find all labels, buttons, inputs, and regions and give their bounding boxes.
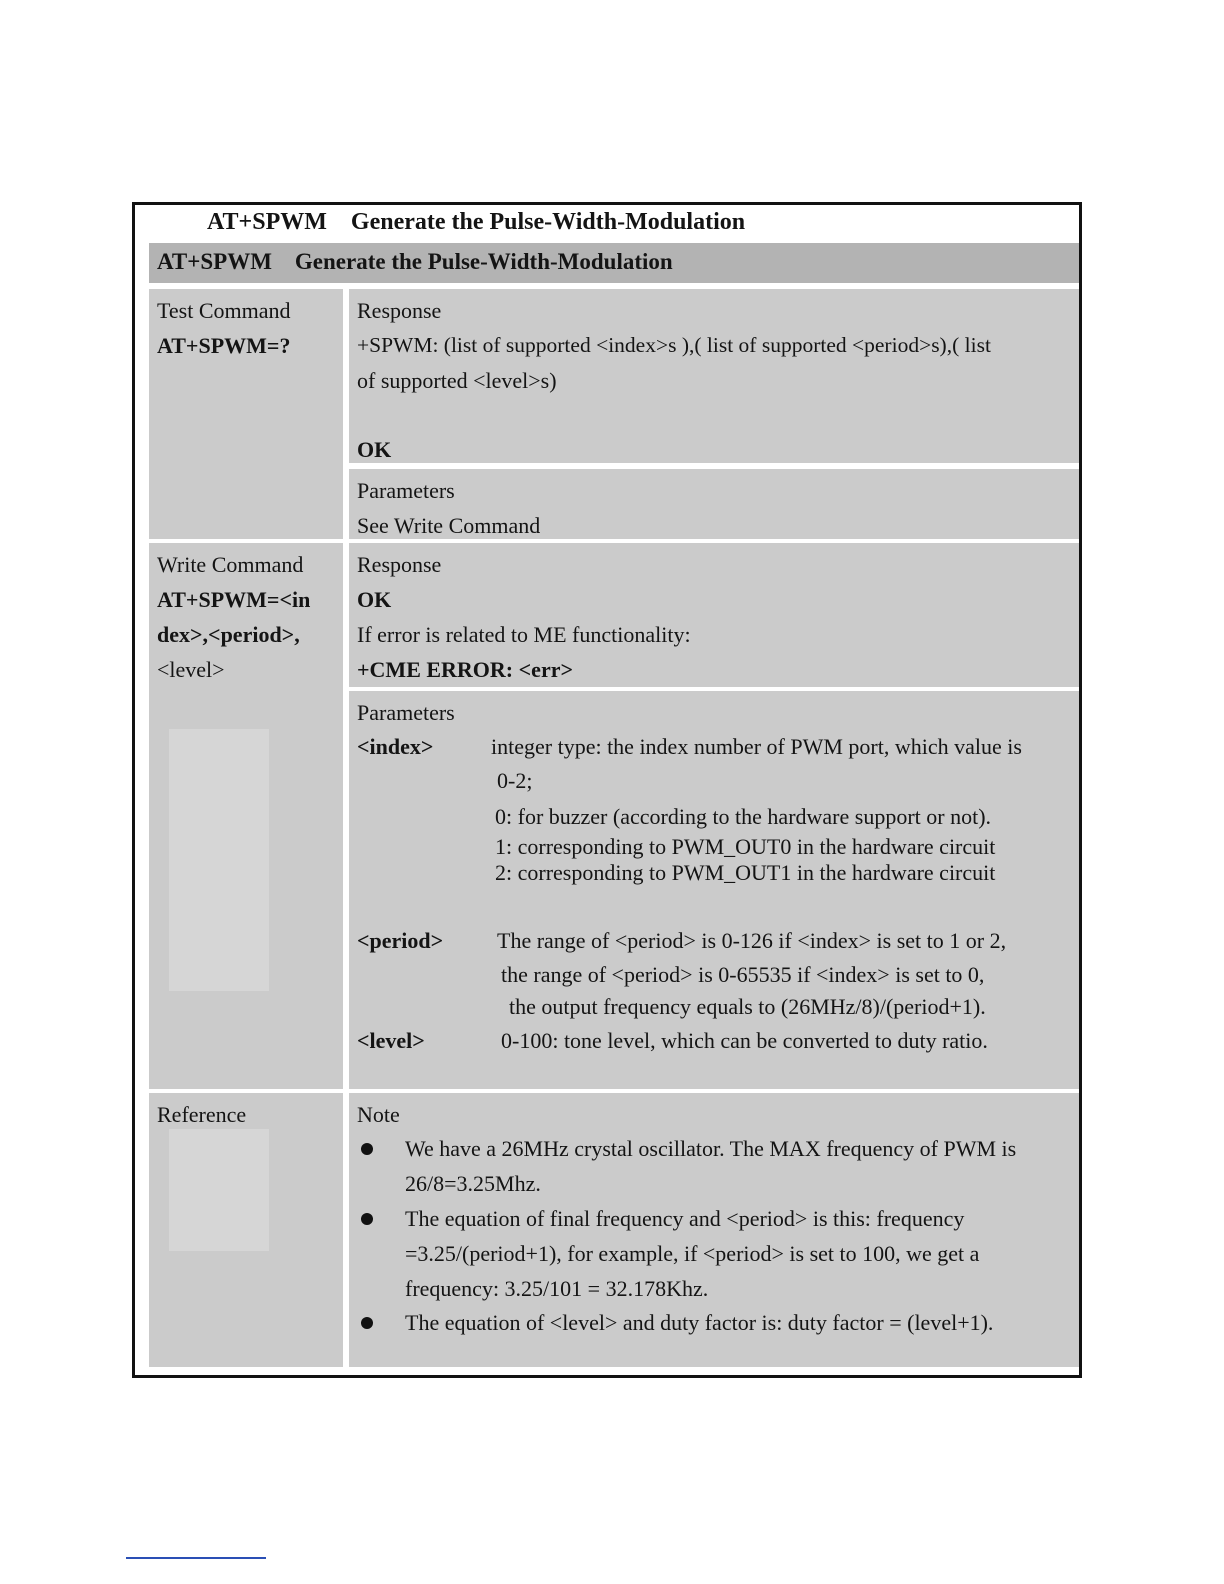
note-bullet-3-text: The equation of <level> and duty factor is: duty factor = (level+1). bbox=[405, 1310, 994, 1335]
write-error-intro: If error is related to ME functionality: bbox=[357, 622, 691, 647]
param-period-desc-1: The range of <period> is 0-126 if <index> is set to 1 or 2, bbox=[497, 928, 1007, 953]
write-response-ok: OK bbox=[357, 587, 392, 612]
param-index-desc-1: integer type: the index number of PWM port, which value is bbox=[491, 734, 1022, 759]
cell-shade-2 bbox=[169, 1129, 269, 1251]
reference-label-cell bbox=[149, 1093, 343, 1367]
note-bullet-1 bbox=[349, 1131, 1079, 1201]
reference-label: Reference bbox=[157, 1102, 247, 1127]
write-command-syntax-1: AT+SPWM=<in bbox=[157, 587, 311, 612]
param-index-desc-4: 1: corresponding to PWM_OUT0 in the hardware circuit bbox=[495, 834, 996, 859]
param-index-desc-5: 2: corresponding to PWM_OUT1 in the hardware circuit bbox=[495, 860, 996, 885]
cell-shade-1 bbox=[169, 729, 269, 991]
test-response-ok: OK bbox=[357, 437, 392, 462]
bullet-dot-icon bbox=[361, 1317, 373, 1329]
write-command-syntax-3: <level> bbox=[157, 657, 225, 682]
note-bullet-1-text: We have a 26MHz crystal oscillator. The MAX frequency of PWM is 26/8=3.25Mhz. bbox=[405, 1136, 1017, 1196]
param-level-desc: 0-100: tone level, which can be converted to duty ratio. bbox=[501, 1028, 988, 1053]
test-params-label: Parameters bbox=[357, 478, 455, 503]
footnote-separator bbox=[126, 1557, 266, 1559]
param-index-name: <index> bbox=[357, 734, 434, 759]
note-label: Note bbox=[357, 1102, 400, 1127]
test-params-cell bbox=[349, 469, 1079, 539]
param-period-desc-3: the output frequency equals to (26MHz/8)/(period+1). bbox=[509, 994, 986, 1019]
test-command-syntax: AT+SPWM=? bbox=[157, 333, 291, 358]
test-command-label-cell bbox=[149, 289, 343, 539]
write-response-label: Response bbox=[357, 552, 442, 577]
bullet-dot-icon bbox=[361, 1143, 373, 1155]
param-level-name: <level> bbox=[357, 1028, 425, 1053]
command-table bbox=[132, 202, 1082, 1378]
write-command-syntax-2: dex>,<period>, bbox=[157, 622, 300, 647]
write-params-cell bbox=[349, 691, 1079, 1089]
write-command-label-cell bbox=[149, 543, 343, 1089]
test-command-label: Test Command bbox=[157, 298, 291, 323]
write-error-code: +CME ERROR: <err> bbox=[357, 657, 574, 682]
param-period-name: <period> bbox=[357, 928, 444, 953]
bullet-dot-icon bbox=[361, 1213, 373, 1225]
write-params-label: Parameters bbox=[357, 700, 455, 725]
test-response-cell bbox=[349, 289, 1079, 463]
param-index-desc-3: 0: for buzzer (according to the hardware support or not). bbox=[495, 804, 992, 829]
write-response-cell bbox=[349, 543, 1079, 687]
test-params-text: See Write Command bbox=[357, 513, 541, 538]
note-bullet-2-text: The equation of final frequency and <period> is this: frequency =3.25/(period+1), for example, if <period> is set to 100, we get a frequency: 3.25/101 = 32.178Khz. bbox=[405, 1206, 980, 1301]
reference-note-cell bbox=[349, 1093, 1079, 1367]
note-bullet-3 bbox=[349, 1305, 1079, 1345]
param-index-desc-2: 0-2; bbox=[497, 768, 533, 793]
test-response-label: Response bbox=[357, 298, 442, 323]
note-bullet-2 bbox=[349, 1201, 1079, 1307]
test-response-line2: of supported <level>s) bbox=[357, 368, 557, 393]
table-header: AT+SPWM Generate the Pulse-Width-Modulation bbox=[149, 243, 1079, 283]
test-response-line1: +SPWM: (list of supported <index>s ),( list of supported <period>s),( list bbox=[357, 333, 991, 357]
param-period-desc-2: the range of <period> is 0-65535 if <index> is set to 0, bbox=[501, 962, 985, 987]
write-command-label: Write Command bbox=[157, 552, 304, 577]
table-title: AT+SPWM Generate the Pulse-Width-Modulation bbox=[207, 209, 746, 235]
